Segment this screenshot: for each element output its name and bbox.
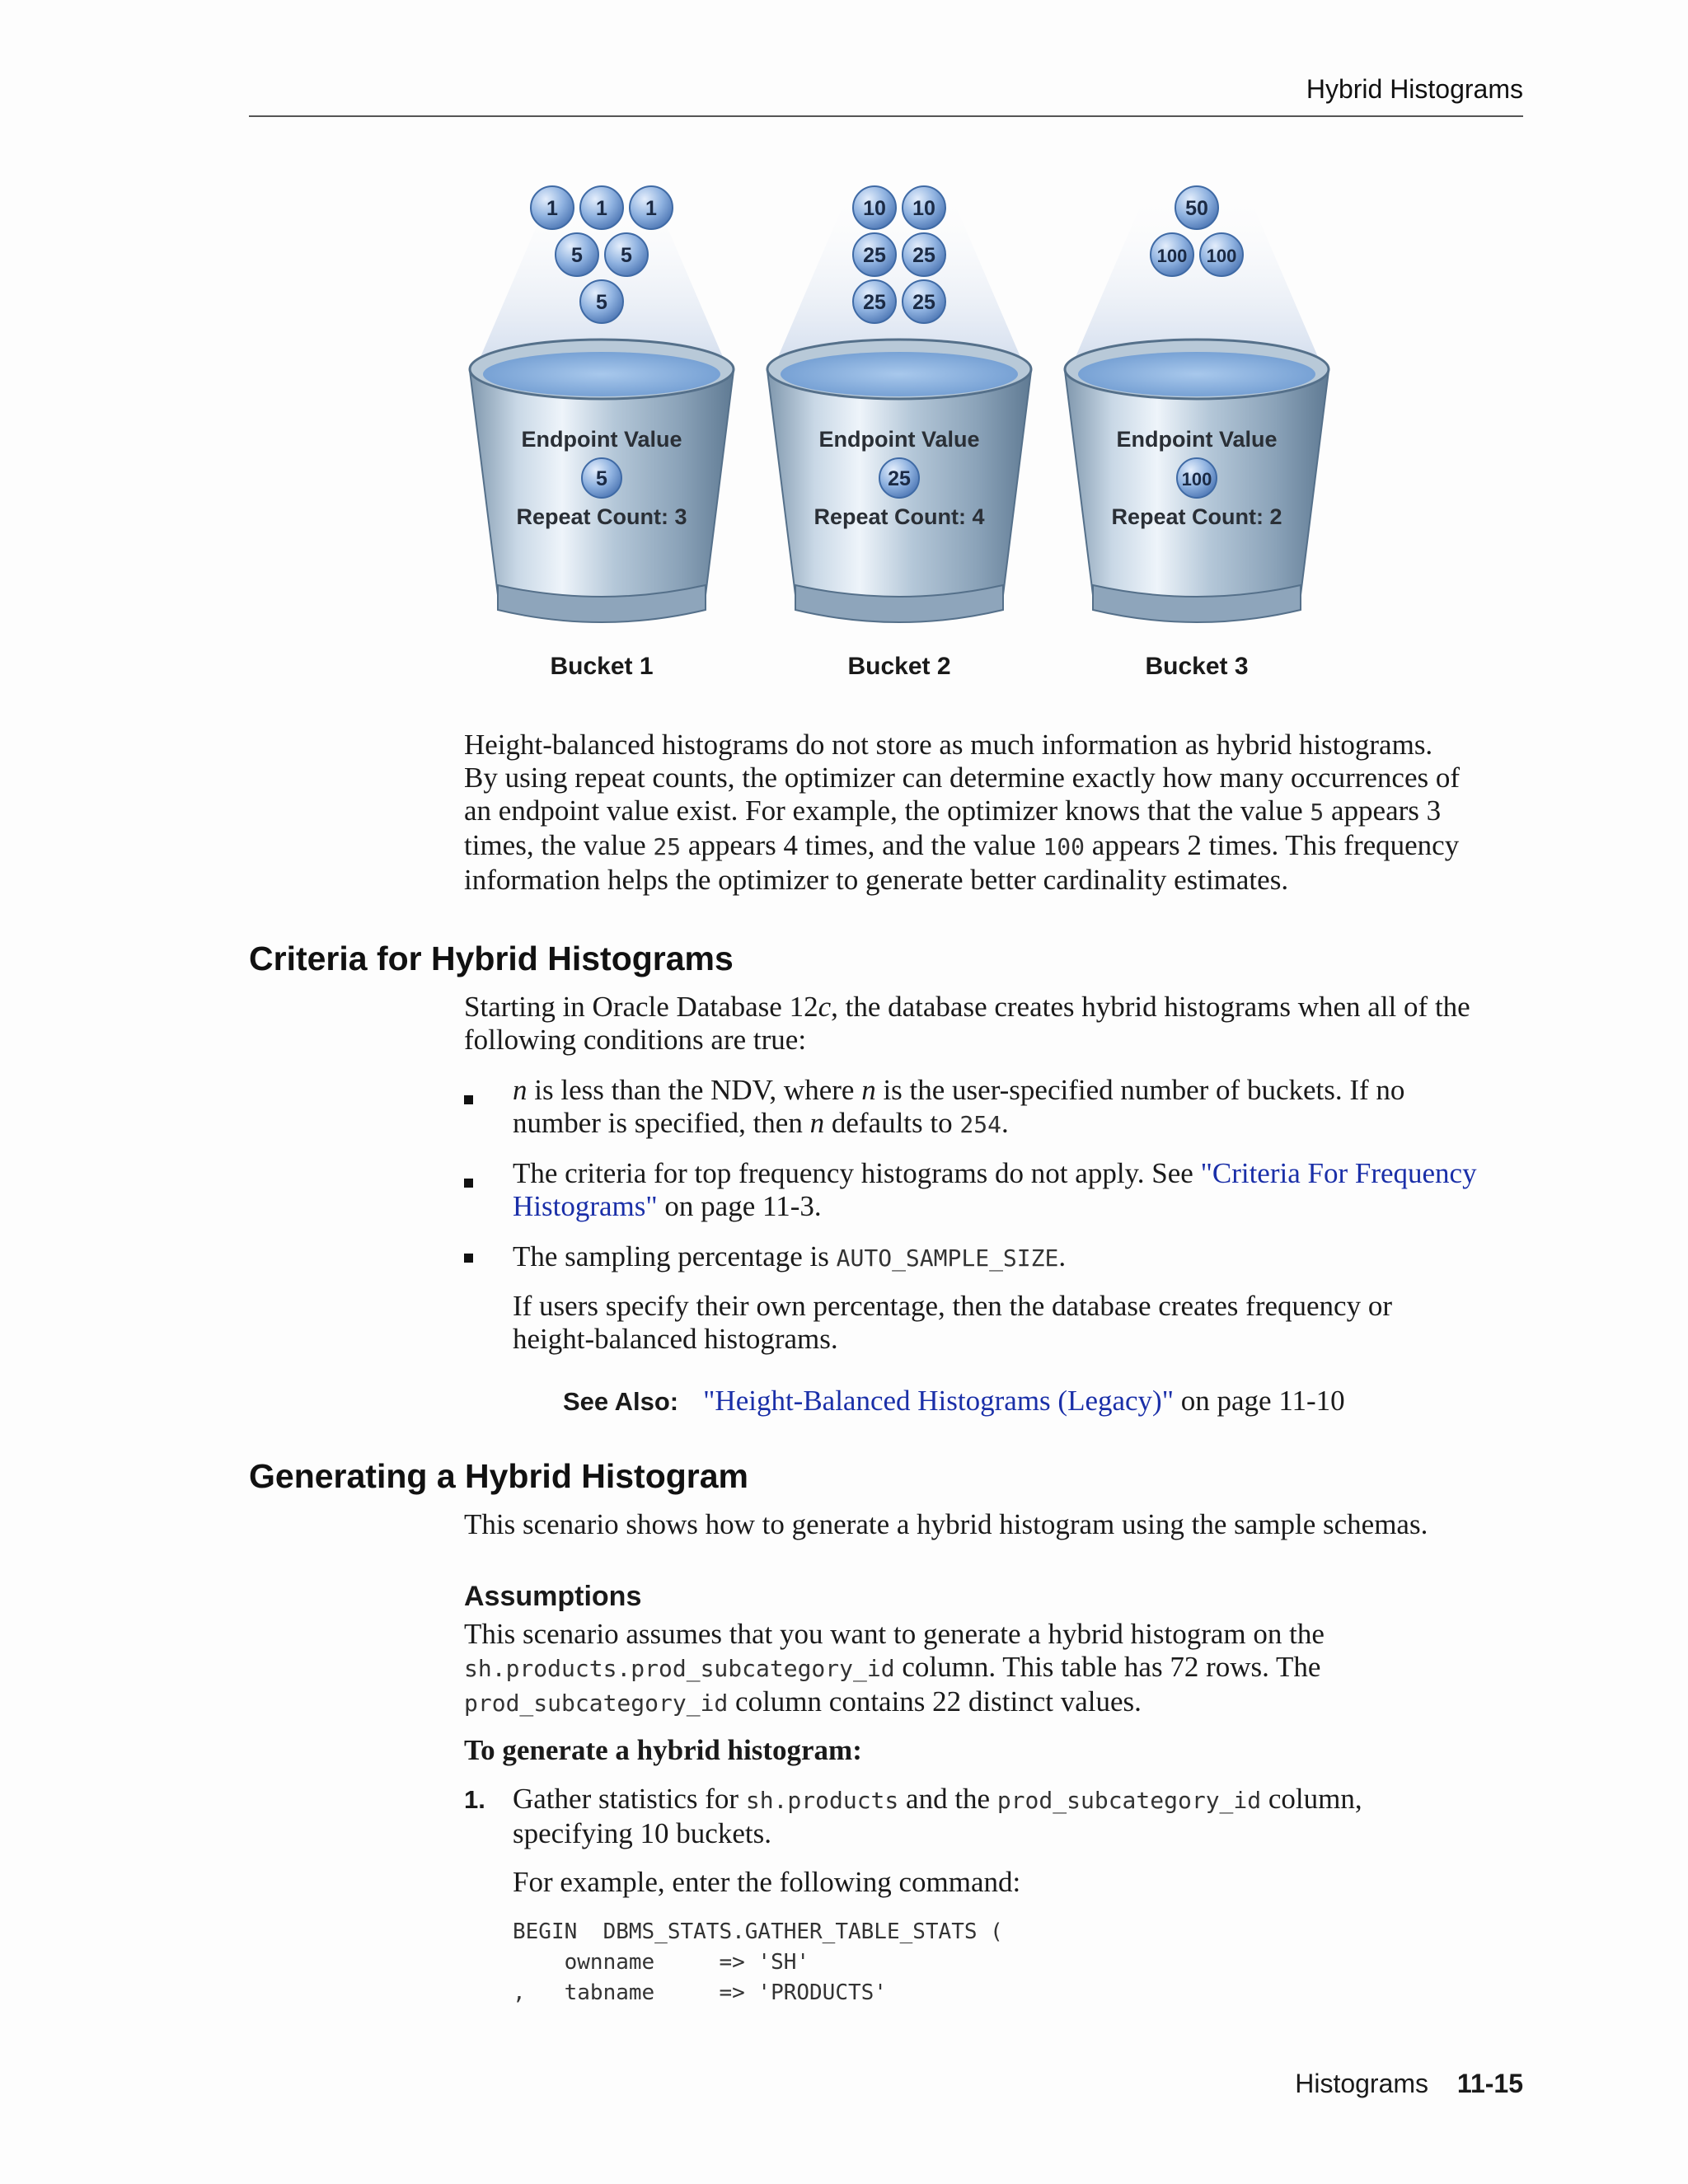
footer-page-number: 11-15 xyxy=(1456,2069,1523,2098)
footer-chapter: Histograms xyxy=(1295,2069,1429,2098)
endpoint-value-label: Endpoint Value xyxy=(1116,427,1278,452)
value-ball-label: 100 xyxy=(1206,246,1237,266)
header-rule xyxy=(249,115,1523,117)
page-footer xyxy=(1295,2069,1523,2099)
value-ball-label: 5 xyxy=(596,291,607,314)
value-ball-label: 5 xyxy=(621,244,632,267)
bucket-1 xyxy=(470,186,734,622)
assumptions-paragraph: This scenario assumes that you want to generate a hybrid histogram on the sh.products.prod_subcategory_id column. This table has 72 rows. The prod_subcategory_id column contains 22 distinct values. xyxy=(464,1618,1325,1718)
endpoint-value: 25 xyxy=(888,467,911,490)
criteria-item-3-note: If users specify their own percentage, then the database creates frequency or height-balanced histograms. xyxy=(513,1290,1392,1355)
criteria-item-2: The criteria for top frequency histograms do not apply. See "Criteria For Frequency Histograms" on page 11-3. xyxy=(513,1157,1477,1222)
endpoint-value: 100 xyxy=(1181,469,1212,490)
step-1-example: For example, enter the following command: xyxy=(513,1866,1021,1898)
generating-lead: This scenario shows how to generate a hybrid histogram using the sample schemas. xyxy=(464,1508,1428,1540)
assumptions-heading: Assumptions xyxy=(464,1581,642,1612)
repeat-count-label: Repeat Count: 4 xyxy=(814,504,985,529)
code-line-2: ownname => 'SH' xyxy=(513,1950,810,1975)
bullet-1 xyxy=(464,1095,473,1104)
link-criteria-frequency[interactable]: "Criteria For Frequency xyxy=(1200,1157,1477,1189)
value-ball-label: 25 xyxy=(863,244,886,267)
bullet-2 xyxy=(464,1179,473,1188)
repeat-count-label: Repeat Count: 3 xyxy=(516,504,687,529)
see-also-label: See Also: xyxy=(563,1387,679,1416)
endpoint-value-label: Endpoint Value xyxy=(521,427,682,452)
bucket-3 xyxy=(1065,186,1329,622)
light-beam xyxy=(776,190,1023,363)
criteria-lead: Starting in Oracle Database 12c, the database creates hybrid histograms when all of the following conditions are true: xyxy=(464,991,1470,1056)
value-ball-label: 10 xyxy=(863,197,886,220)
value-ball-label: 5 xyxy=(571,244,583,267)
hybrid-histogram-figure xyxy=(445,173,1352,701)
value-ball-label: 1 xyxy=(596,197,607,220)
value-ball-label: 50 xyxy=(1185,197,1208,220)
step-number: 1. xyxy=(464,1785,485,1814)
procedure-heading: To generate a hybrid histogram: xyxy=(464,1734,862,1766)
link-height-balanced[interactable]: "Height-Balanced Histograms (Legacy)" xyxy=(703,1385,1174,1417)
link-criteria-frequency-cont[interactable]: Histograms" xyxy=(513,1190,658,1222)
criteria-item-3: The sampling percentage is AUTO_SAMPLE_SIZE. xyxy=(513,1240,1067,1272)
intro-paragraph: Height-balanced histograms do not store as much information as hybrid histograms. By using repeat counts, the optimizer can determine exactly how many occurrences of an endpoint value exist. For example, the optimizer knows that the value 5 appears 3 times, the value 25 appears 4 times, and the value 100 appears 2 times. This frequency information helps the optimizer to generate better cardinality estimates. xyxy=(464,729,1461,896)
bucket-label-3: Bucket 3 xyxy=(1145,653,1249,680)
value-ball-label: 1 xyxy=(546,197,558,220)
step-1-text: Gather statistics for sh.products and the prod_subcategory_id column, specifying 10 buckets. xyxy=(513,1783,1362,1849)
bucket-label-1: Bucket 1 xyxy=(550,653,654,680)
bucket-water xyxy=(483,352,720,396)
see-also: See Also: "Height-Balanced Histograms (Legacy)" on page 11-10 xyxy=(563,1385,1345,1417)
code-line-1: BEGIN DBMS_STATS.GATHER_TABLE_STATS ( xyxy=(513,1919,1003,1944)
value-ball-label: 100 xyxy=(1156,246,1188,266)
running-header: Hybrid Histograms xyxy=(1306,74,1523,104)
code-block xyxy=(513,1917,1003,2008)
endpoint-value: 5 xyxy=(596,467,607,490)
value-ball-label: 25 xyxy=(912,244,935,267)
endpoint-value-label: Endpoint Value xyxy=(818,427,980,452)
generating-heading: Generating a Hybrid Histogram xyxy=(249,1457,749,1495)
repeat-count-label: Repeat Count: 2 xyxy=(1111,504,1282,529)
criteria-heading: Criteria for Hybrid Histograms xyxy=(249,940,734,977)
value-ball-label: 10 xyxy=(912,197,935,220)
value-ball-label: 1 xyxy=(645,197,657,220)
bucket-label-2: Bucket 2 xyxy=(847,653,951,680)
bucket-2 xyxy=(767,186,1031,622)
criteria-item-1: n is less than the NDV, where n is the user-specified number of buckets. If no number is specified, then n defaults to 254. xyxy=(513,1074,1405,1139)
bucket-water xyxy=(1078,352,1315,396)
bucket-water xyxy=(781,352,1018,396)
bullet-3 xyxy=(464,1254,473,1263)
value-ball-label: 25 xyxy=(912,291,935,314)
value-ball-label: 25 xyxy=(863,291,886,314)
code-line-3: , tabname => 'PRODUCTS' xyxy=(513,1980,887,2005)
